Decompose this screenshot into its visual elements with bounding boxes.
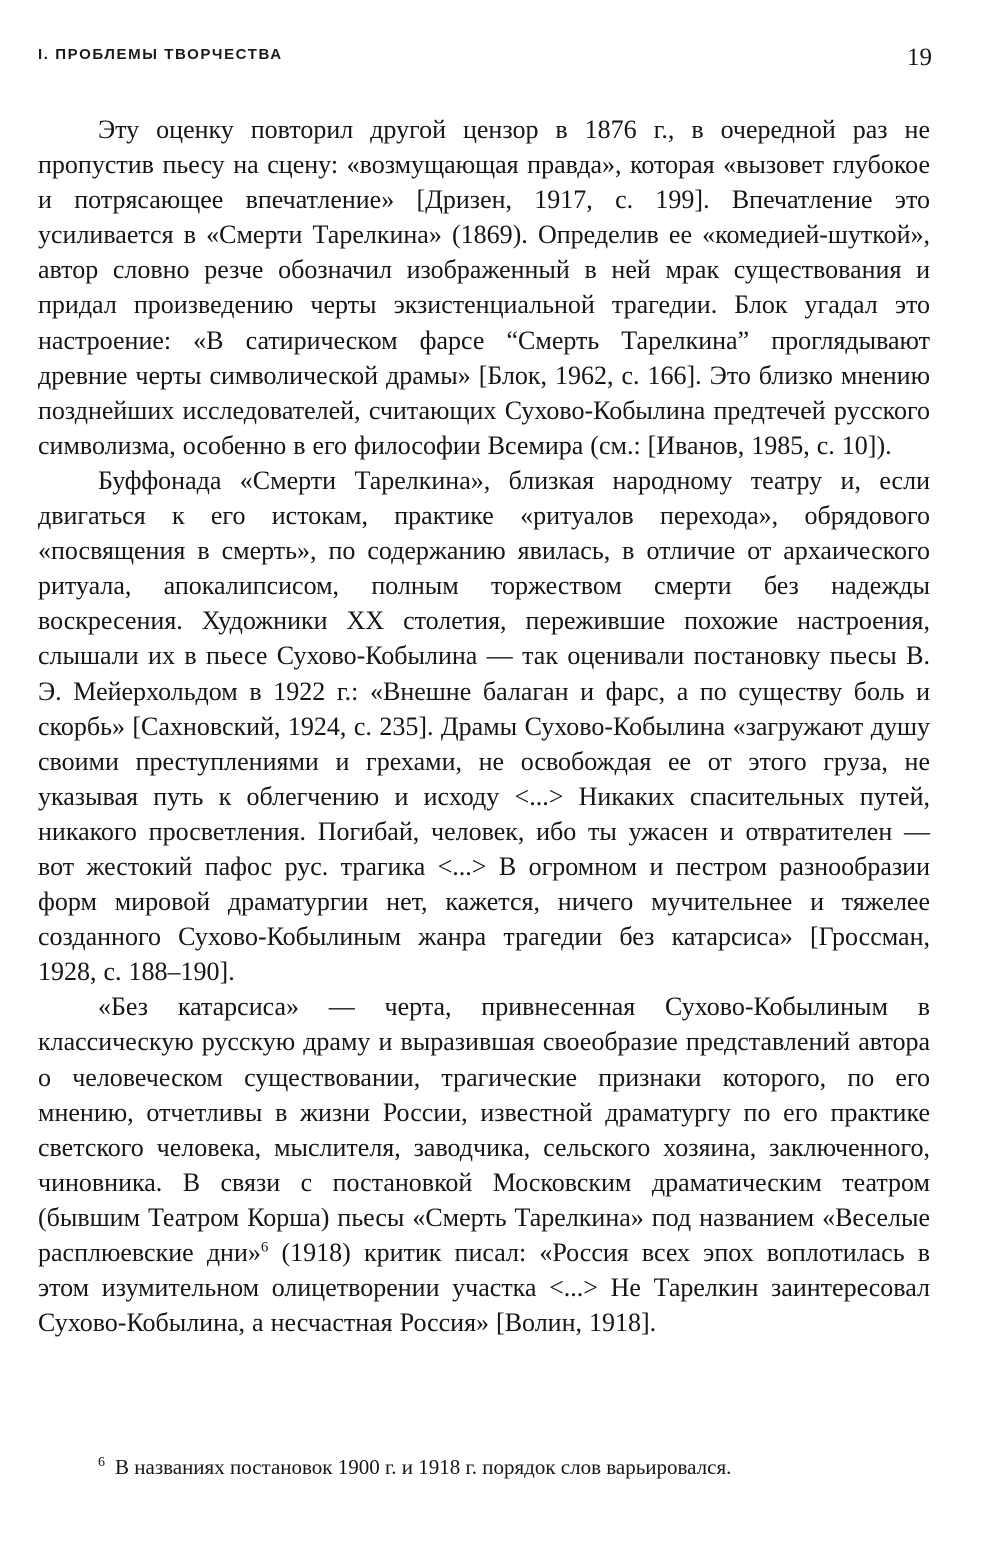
- footnote-number: 6: [98, 1455, 105, 1470]
- footnote: [98, 1453, 731, 1481]
- paragraph-2: Буффонада «Смерти Тарелкина», близкая народному театру и, если двигаться к его истокам, практике «ритуалов перехода», обрядового «посвящения в смерть», по содержанию явилась, в отличие от архаического ритуала, апокалипсисом, полным торжеством смерти без надежды воскресения. Художники XX столетия, пережившие похожие настроения, слышали их в пьесе Сухово-Кобылина — так оценивали постановку пьесы В. Э. Мейерхольдом в 1922 г.: «Внешне балаган и фарс, а по существу боль и скорбь» [Сахновский, 1924, с. 235]. Драмы Сухово-Кобылина «загружают душу своими преступлениями и грехами, не освобождая ее от этого груза, не указывая путь к облегчению и исходу <...> Никаких спасительных путей, никакого просветления. Погибай, человек, ибо ты ужасен и отвратителен — вот жестокий пафос рус. трагика <...> В огромном и пестром разнообразии форм мировой драматургии нет, кажется, ничего мучительнее и тяжелее созданного Сухово-Кобылиным жанра трагедии без катарсиса» [Гроссман, 1928, с. 188–190].: [38, 465, 930, 987]
- footnote-reference[interactable]: 6: [260, 1239, 269, 1256]
- body-text: [38, 112, 930, 1340]
- paragraph-1: Эту оценку повторил другой цензор в 1876 г., в очередной раз не пропустив пьесу на сцену: «возмущающая правда», которая «вызовет глубокое и потрясающее впечатление» [Дризен, 1917, с. 199]. Впечатление это усиливается в «Смерти Тарелкина» (1869). Определив ее «комедией-шуткой», автор словно резче обозначил изображенный в ней мрак существования и придал произведению черты экзистенциальной трагедии. Блок угадал это настроение: «В сатирическом фарсе “Смерть Тарелкина” проглядывают древние черты символической драмы» [Блок, 1962, с. 166]. Это близко мнению позднейших исследователей, считающих Сухово-Кобылина предтечей русского символизма, особенно в его философии Всемира (см.: [Иванов, 1985, с. 10]).: [38, 115, 930, 460]
- footnote-text: В названиях постановок 1900 г. и 1918 г. порядок слов варьировался.: [115, 1455, 732, 1479]
- page-number: 19: [907, 44, 932, 71]
- paragraph-3-text-before: «Без катарсиса» — черта, привнесенная Сухово-Кобылиным в классическую русскую драму и выразившая своеобразие представлений автора о человеческом существовании, трагические признаки которого, по его мнению, отчетливы в жизни России, известной драматургу по его практике светского человека, мыслителя, заводчика, сельского хозяина, заключенного, чиновника. В связи с постановкой Московским драматическим театром (бывшим Театром Корша) пьесы «Смерть Тарелкина» под названием «Веселые расплюевские дни»: [38, 992, 930, 1267]
- paragraph-3: [38, 989, 930, 1340]
- paragraph-3-text-after: (1918) критик писал: «Россия всех эпох воплотилась в этом изумительном олицетворении участка <...> Не Тарелкин заинтересовал Сухово-Кобылина, а несчастная Россия» [Волин, 1918].: [38, 1238, 930, 1338]
- running-head: I. ПРОБЛЕМЫ ТВОРЧЕСТВА: [38, 46, 283, 63]
